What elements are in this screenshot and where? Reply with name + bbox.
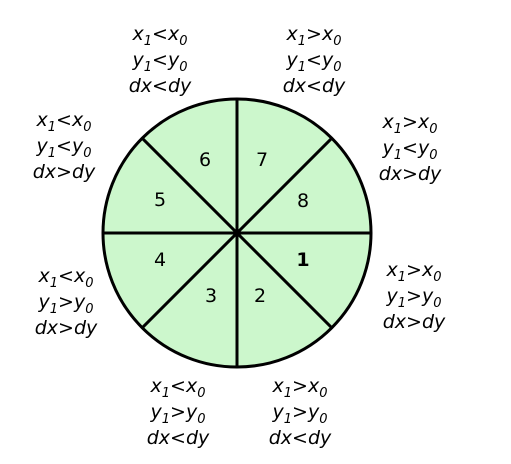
y-condition: $y_1<y_0$ [36,135,92,161]
d-condition: dx>dy [32,161,96,183]
x-condition: $x_1<x_0$ [36,109,92,135]
octant-7-label: 7 [255,149,269,171]
y-condition: $y_1>y_0$ [38,291,94,317]
d-condition: dx>dy [382,311,446,333]
y-condition: $y_1<y_0$ [132,49,188,75]
condition-left-upper [33,109,96,183]
condition-bottom-left [147,375,210,449]
condition-top-right [283,23,346,97]
x-condition: $x_1<x_0$ [38,265,94,291]
octant-5-label: 5 [153,189,167,211]
octant-8-label: 8 [296,190,310,212]
condition-bottom-right [269,375,332,449]
d-condition: dx<dy [128,75,192,97]
condition-top-left [129,23,192,97]
x-condition: $x_1>x_0$ [286,23,342,49]
x-condition: $x_1<x_0$ [132,23,188,49]
octant-6-label: 6 [198,149,212,171]
octant-2-label: 2 [253,285,267,307]
x-condition: $x_1>x_0$ [272,375,328,401]
octant-4-label: 4 [153,249,167,271]
y-condition: $y_1<y_0$ [382,137,438,163]
y-condition: $y_1>y_0$ [386,285,442,311]
y-condition: $y_1>y_0$ [272,401,328,427]
d-condition: dx>dy [378,163,442,185]
d-condition: dx<dy [282,75,346,97]
condition-left-lower [35,265,98,339]
condition-right-upper [379,111,442,185]
condition-right-lower [383,259,446,333]
y-condition: $y_1>y_0$ [150,401,206,427]
x-condition: $x_1<x_0$ [150,375,206,401]
y-condition: $y_1<y_0$ [286,49,342,75]
octant-3-label: 3 [204,285,218,307]
d-condition: dx<dy [146,427,210,449]
x-condition: $x_1>x_0$ [382,111,438,137]
d-condition: dx<dy [268,427,332,449]
x-condition: $x_1>x_0$ [386,259,442,285]
octant-1-label: 1 [296,249,310,271]
d-condition: dx>dy [34,317,98,339]
